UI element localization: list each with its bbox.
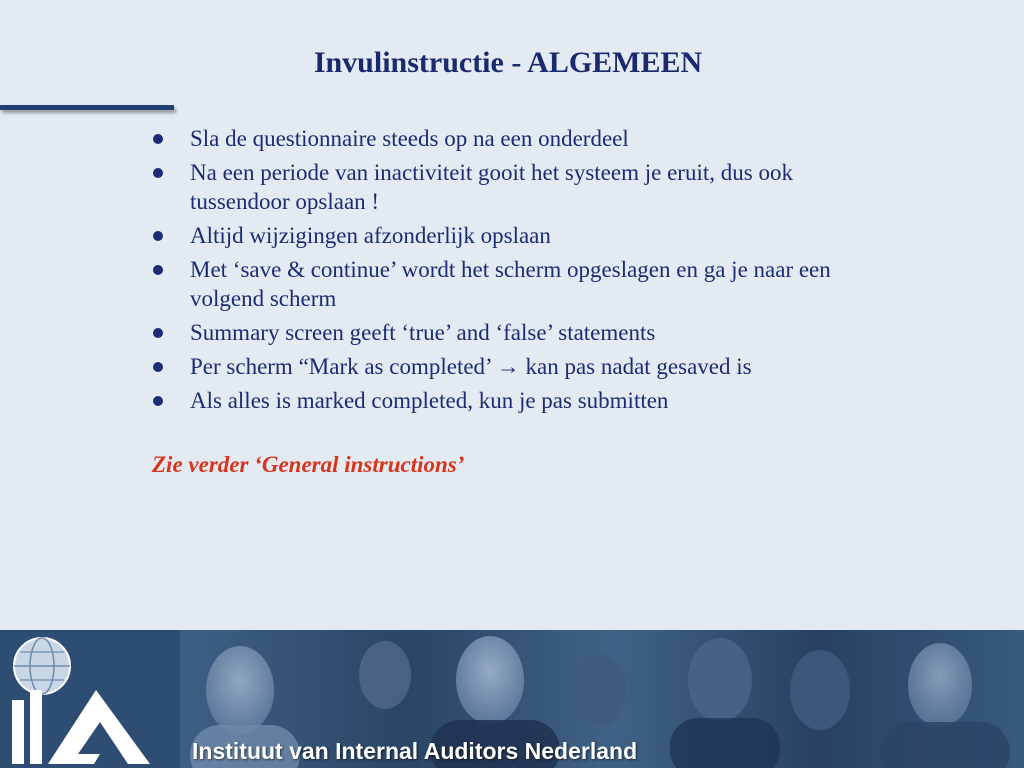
bullet-text: Altijd wijzigingen afzonderlijk opslaan bbox=[190, 223, 551, 248]
organization-name: Instituut van Internal Auditors Nederland bbox=[192, 738, 638, 764]
bullet-item bbox=[152, 255, 872, 313]
bullet-list bbox=[152, 124, 872, 420]
bullet-dot-icon bbox=[153, 134, 163, 144]
bullet-text: Sla de questionnaire steeds op na een onderdeel bbox=[190, 126, 629, 151]
bullet-dot-icon bbox=[153, 231, 163, 241]
bullet-item bbox=[152, 158, 872, 216]
slide-title: Invulinstructie - ALGEMEEN bbox=[313, 46, 703, 79]
bullet-dot-icon bbox=[153, 396, 163, 406]
bullet-item bbox=[152, 386, 872, 415]
title-underline-bar bbox=[0, 105, 174, 110]
bullet-item bbox=[152, 221, 872, 250]
bullet-item bbox=[152, 318, 872, 347]
iia-logo-icon bbox=[0, 630, 180, 768]
bullet-dot-icon bbox=[153, 168, 163, 178]
bullet-text: Per scherm “Mark as completed’ → kan pas nadat gesaved is bbox=[190, 354, 752, 379]
bullet-text: Na een periode van inactiviteit gooit het systeem je eruit, dus ook tussendoor opslaan ! bbox=[190, 160, 793, 214]
general-instructions-note: Zie verder ‘General instructions’ bbox=[152, 452, 465, 477]
footer-banner bbox=[0, 630, 1024, 768]
bullet-dot-icon bbox=[153, 362, 163, 372]
bullet-text: Als alles is marked completed, kun je pas submitten bbox=[190, 388, 669, 413]
bullet-text: Met ‘save & continue’ wordt het scherm opgeslagen en ga je naar een volgend scherm bbox=[190, 257, 831, 311]
bullet-dot-icon bbox=[153, 265, 163, 275]
bullet-text: Summary screen geeft ‘true’ and ‘false’ statements bbox=[190, 320, 656, 345]
bullet-item bbox=[152, 124, 872, 153]
bullet-item bbox=[152, 352, 872, 381]
bullet-dot-icon bbox=[153, 328, 163, 338]
